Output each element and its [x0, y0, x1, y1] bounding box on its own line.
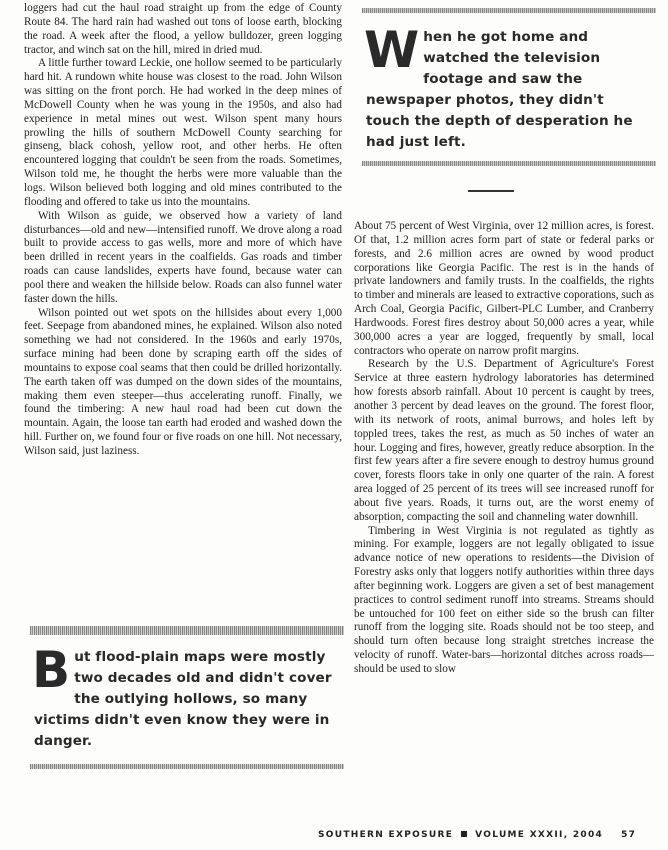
pullquote-bottom-text: ut flood-plain maps were mostly two decades old and didn't cover the outlying hollows, so many victims didn't even know they were in danger. — [34, 649, 332, 749]
square-bullet-icon — [461, 831, 467, 837]
pullquote-top-text-block — [362, 13, 656, 161]
article-paragraph: Timbering in West Virginia is not regulated as tightly as mining. For example, loggers are not legally obligated to issue advance notice of new operations to residents—the Division of Forestry asks only that loggers notify authorities within three days after beginning work. Loggers are given a set of best management practices to control sediment runoff into streams. Streams should be untouched for 100 feet on either side so the brush can filter runoff from the logging site. Roads should not be too steep, and should turn often because long straight stretches increase the velocity of runoff. Water-bars—horizontal ditches across roads—should be used to slow — [354, 524, 654, 675]
page-number: 57 — [621, 830, 637, 840]
article-paragraph: Research by the U.S. Department of Agriculture's Forest Service at three eastern hydrology laboratories has determined how forests absorb rainfall. About 10 percent is caught by trees, another 3 percent by dead leaves on the ground. The forest floor, with its network of roots, animal burrows, and holes left by toppled trees, takes the rest, as much as 50 inches of water an hour. Logging and fires, however, greatly reduce absorption. In the first few years after a fire severe enough to destroy humus ground cover, forests floors take in only one quarter of the rain. A forest area logged of 25 percent of its trees will see increased runoff for about five years. Roads, it turns out, are the worst enemy of absorption, compacting the soil and channeling water downhill. — [354, 358, 654, 523]
pullquote-bottom-dropcap: B — [32, 641, 71, 699]
article-paragraph: With Wilson as guide, we observed how a variety of land disturbances—old and new—intensified runoff. We drove along a road built to provide access to gas wells, more and more of which have been drilled in recent years in the coalfields. Gas roads and timber roads can cause landslides, experts have found, because water can pool there and weaken the hillside below. Roads can also funnel water faster down the hills. — [24, 209, 342, 305]
publication-name: SOUTHERN EXPOSURE — [318, 830, 454, 840]
pullquote-bottom-bottom-rule — [30, 764, 344, 769]
article-paragraph: A little further toward Leckie, one hollow seemed to be particularly hard hit. A rundown white house was closest to the road. John Wilson was sitting on the front porch. He had worked in the deep mines of McDowell County when he was young in the 1950s, and also had experience in metal mines out west. Wilson spent many hours prowling the hills of southern McDowell County searching for ginseng, black cohosh, yellow root, and other herbs. He often encountered logging that couldn't be seen from the roads. Sometimes, Wilson told me, he thought the herbs were more valuable than the logs. Wilson believed both logging and old mines contributed to the flooding and offered to take us into the mountains. — [24, 57, 342, 208]
pullquote-top — [362, 8, 656, 166]
article-paragraph: loggers had cut the haul road straight up from the edge of County Route 84. The hard rain had washed out tons of loose earth, blocking the road. A week after the flood, a yellow bulldozer, green logging tractor, and winch sat on the hill, mired in dried mud. — [24, 2, 342, 56]
section-divider — [468, 190, 514, 192]
pullquote-top-dropcap: W — [364, 21, 420, 79]
pullquote-top-text: hen he got home and watched the television footage and saw the newspaper photos, they didn't touch the depth of desperation he had just left. — [366, 29, 633, 150]
volume-info: VOLUME XXXII, 2004 — [475, 830, 604, 840]
left-article-column — [24, 2, 342, 459]
page-footer — [318, 830, 658, 840]
pullquote-bottom-text-block — [30, 635, 344, 764]
article-paragraph: About 75 percent of West Virginia, over 12 million acres, is forest. Of that, 1.2 million acres form part of state or federal parks or forests, and 2.6 million acres are owned by wood product corporations like Georgia Pacific. The rest is in the hands of private landowners and family trusts. In the coalfields, the rights to timber and minerals are leased to extractive coporations, such as Arch Coal, Georgia Pacific, Gilbert-PLC Lumber, and Cranberry Hardwoods. Forest fires destroy about 50,000 acres a year, while 300,000 acres a year are logged, frequently by small, local contractors who operate on narrow profit margins. — [354, 220, 654, 357]
pullquote-top-bottom-rule — [362, 161, 656, 166]
pullquote-bottom — [30, 626, 344, 769]
right-article-column — [354, 220, 654, 677]
pullquote-bottom-rule — [30, 626, 344, 635]
article-paragraph: Wilson pointed out wet spots on the hillsides about every 1,000 feet. Seepage from abandoned mines, he explained. Wilson also noted something we had not considered. In the 1960s and early 1970s, surface mining had been done by scraping earth off the sides of mountains to expose coal seams that then could be drilled horizontally. The earth taken off was dumped on the down sides of the mountains, making them even steeper—thus accelerating runoff. Finally, we found the timbering: A new haul road had been cut down the mountain. Again, the loose tan earth had eroded and washed down the hill. Further on, we found four or five roads on one hill. Not necessary, Wilson said, just laziness. — [24, 306, 342, 457]
